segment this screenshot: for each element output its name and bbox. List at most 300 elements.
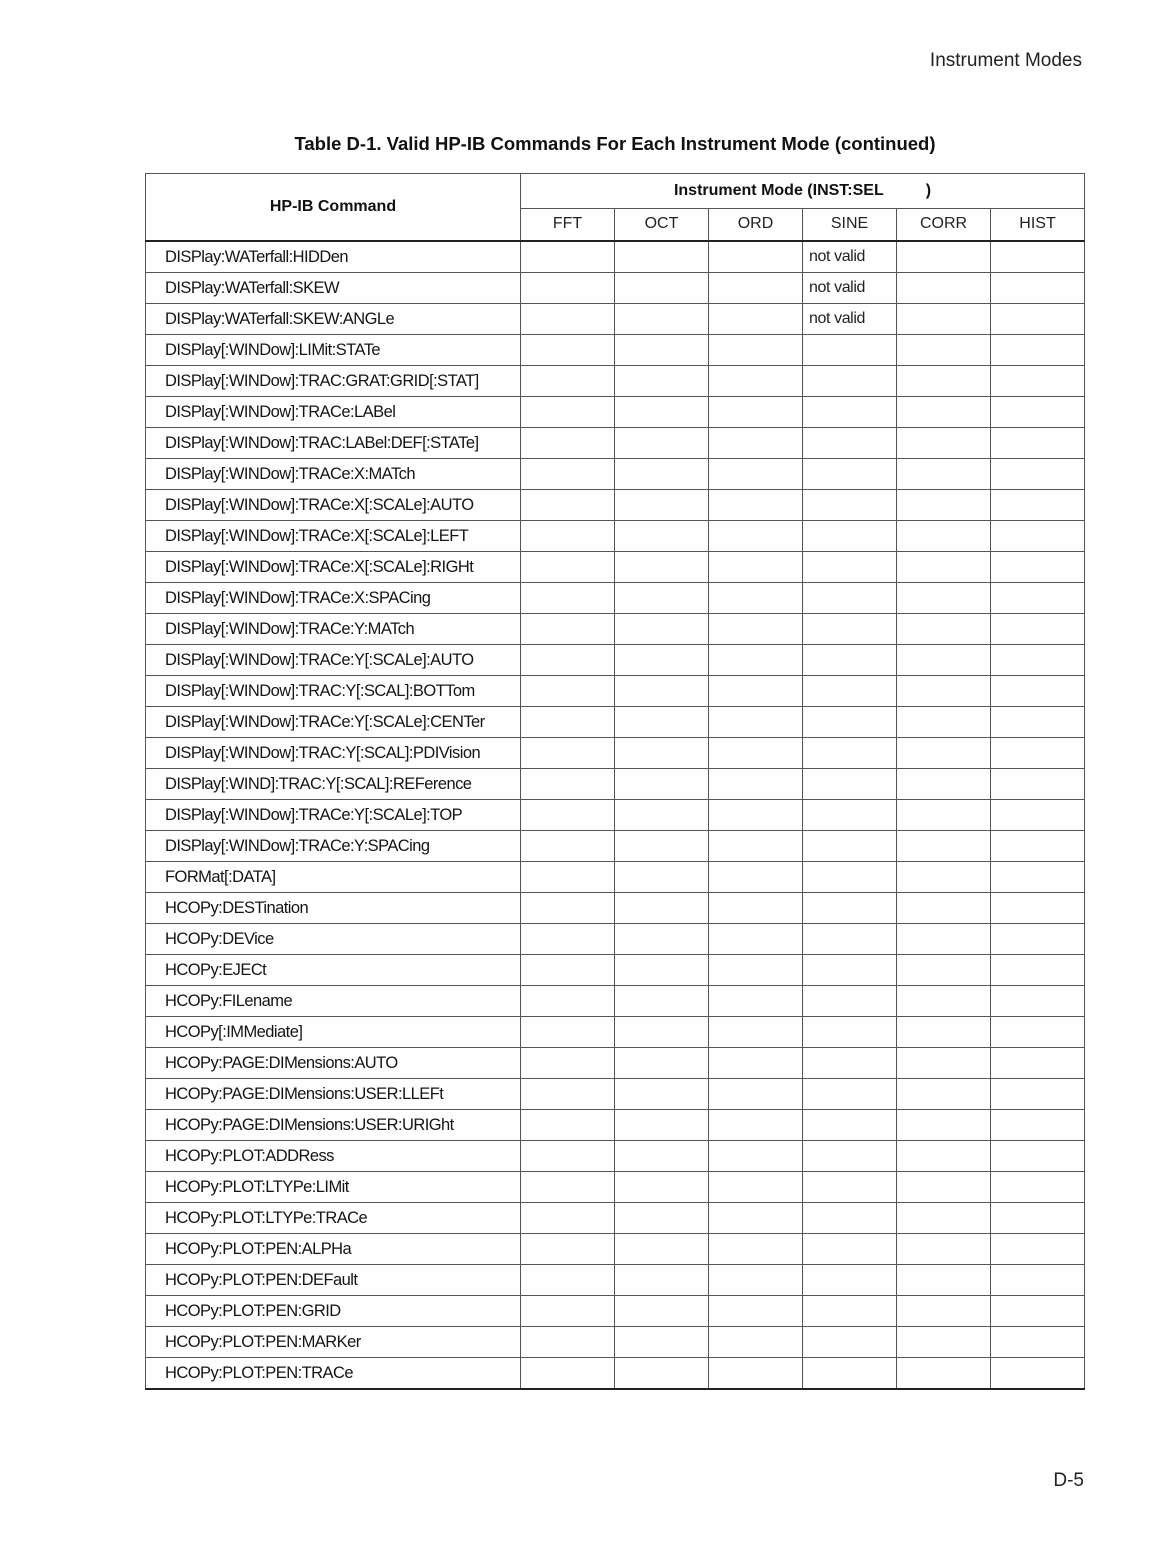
mode-cell-oct <box>615 1296 709 1327</box>
mode-cell-ord <box>709 1296 803 1327</box>
mode-cell-fft <box>521 645 615 676</box>
mode-cell-oct <box>615 1110 709 1141</box>
mode-cell-corr <box>897 1203 991 1234</box>
mode-cell-ord <box>709 1110 803 1141</box>
mode-cell-hist <box>991 304 1085 335</box>
mode-cell-fft <box>521 521 615 552</box>
mode-cell-oct <box>615 304 709 335</box>
mode-cell-ord <box>709 1265 803 1296</box>
command-cell: DISPlay[:WINDow]:TRAC:LABel:DEF[:STATe] <box>146 428 521 459</box>
mode-cell-ord <box>709 1234 803 1265</box>
mode-cell-corr <box>897 459 991 490</box>
table-row <box>146 1203 1085 1234</box>
mode-cell-sine <box>803 769 897 800</box>
mode-cell-ord <box>709 1203 803 1234</box>
table-row <box>146 521 1085 552</box>
mode-cell-fft <box>521 986 615 1017</box>
mode-cell-oct <box>615 552 709 583</box>
mode-header-hist: HIST <box>991 208 1085 241</box>
command-column-header <box>146 174 521 242</box>
command-cell: HCOPy:PLOT:ADDRess <box>146 1141 521 1172</box>
mode-cell-sine <box>803 1358 897 1390</box>
mode-cell-fft <box>521 955 615 986</box>
mode-cell-oct <box>615 1265 709 1296</box>
mode-cell-fft <box>521 769 615 800</box>
table-row <box>146 1017 1085 1048</box>
command-cell: HCOPy:PLOT:PEN:DEFault <box>146 1265 521 1296</box>
command-cell: HCOPy:FILename <box>146 986 521 1017</box>
mode-cell-sine <box>803 707 897 738</box>
mode-cell-hist <box>991 1234 1085 1265</box>
table-row <box>146 273 1085 304</box>
mode-cell-corr <box>897 1265 991 1296</box>
mode-cell-sine <box>803 645 897 676</box>
command-cell: DISPlay[:WINDow]:TRACe:X:MATch <box>146 459 521 490</box>
mode-cell-corr <box>897 924 991 955</box>
mode-group-header <box>521 174 1085 209</box>
command-cell: DISPlay[:WINDow]:LIMit:STATe <box>146 335 521 366</box>
mode-cell-corr <box>897 645 991 676</box>
mode-cell-ord <box>709 955 803 986</box>
command-cell: DISPlay[:WINDow]:TRACe:LABel <box>146 397 521 428</box>
mode-cell-hist <box>991 645 1085 676</box>
mode-cell-oct <box>615 1079 709 1110</box>
mode-cell-corr <box>897 397 991 428</box>
mode-cell-oct <box>615 1017 709 1048</box>
mode-cell-ord <box>709 800 803 831</box>
table-row <box>146 924 1085 955</box>
command-cell: DISPlay:WATerfall:HIDDen <box>146 241 521 273</box>
mode-header-fft: FFT <box>521 208 615 241</box>
mode-cell-ord <box>709 924 803 955</box>
mode-cell-corr <box>897 1141 991 1172</box>
table-row <box>146 1234 1085 1265</box>
mode-cell-oct <box>615 924 709 955</box>
mode-cell-ord <box>709 831 803 862</box>
mode-cell-fft <box>521 428 615 459</box>
mode-cell-fft <box>521 552 615 583</box>
table-row <box>146 1048 1085 1079</box>
mode-cell-ord <box>709 1358 803 1390</box>
table-row <box>146 397 1085 428</box>
mode-cell-oct <box>615 986 709 1017</box>
command-cell: DISPlay:WATerfall:SKEW <box>146 273 521 304</box>
table-body <box>146 241 1085 1389</box>
mode-cell-ord <box>709 769 803 800</box>
mode-cell-ord <box>709 552 803 583</box>
mode-cell-ord <box>709 490 803 521</box>
mode-cell-corr <box>897 831 991 862</box>
command-cell: DISPlay[:WINDow]:TRACe:Y[:SCALe]:CENTer <box>146 707 521 738</box>
mode-cell-ord <box>709 645 803 676</box>
mode-cell-sine <box>803 1203 897 1234</box>
mode-cell-sine <box>803 862 897 893</box>
mode-cell-oct <box>615 241 709 273</box>
mode-cell-oct <box>615 676 709 707</box>
table-row <box>146 459 1085 490</box>
command-cell: DISPlay[:WINDow]:TRACe:Y[:SCALe]:AUTO <box>146 645 521 676</box>
mode-cell-fft <box>521 738 615 769</box>
command-cell: DISPlay[:WINDow]:TRACe:X[:SCALe]:AUTO <box>146 490 521 521</box>
mode-cell-hist <box>991 986 1085 1017</box>
table-row <box>146 800 1085 831</box>
mode-cell-ord <box>709 1141 803 1172</box>
mode-cell-sine <box>803 335 897 366</box>
mode-cell-oct <box>615 862 709 893</box>
mode-cell-fft <box>521 304 615 335</box>
mode-cell-oct <box>615 1234 709 1265</box>
mode-cell-oct <box>615 366 709 397</box>
table-row <box>146 769 1085 800</box>
mode-cell-oct <box>615 335 709 366</box>
command-cell: DISPlay[:WINDow]:TRAC:Y[:SCAL]:PDIVision <box>146 738 521 769</box>
mode-cell-corr <box>897 583 991 614</box>
mode-cell-fft <box>521 366 615 397</box>
mode-cell-sine <box>803 521 897 552</box>
mode-cell-hist <box>991 490 1085 521</box>
mode-cell-fft <box>521 1234 615 1265</box>
mode-cell-ord <box>709 366 803 397</box>
mode-cell-ord <box>709 862 803 893</box>
mode-cell-ord <box>709 1172 803 1203</box>
table-row <box>146 335 1085 366</box>
mode-cell-corr <box>897 1172 991 1203</box>
mode-cell-hist <box>991 738 1085 769</box>
table-row <box>146 862 1085 893</box>
command-cell: DISPlay:WATerfall:SKEW:ANGLe <box>146 304 521 335</box>
table-row <box>146 304 1085 335</box>
mode-cell-sine <box>803 1079 897 1110</box>
mode-cell-oct <box>615 1358 709 1390</box>
mode-cell-sine <box>803 1048 897 1079</box>
command-cell: DISPlay[:WINDow]:TRACe:X:SPACing <box>146 583 521 614</box>
mode-cell-hist <box>991 1079 1085 1110</box>
mode-cell-hist <box>991 366 1085 397</box>
mode-cell-oct <box>615 645 709 676</box>
mode-cell-fft <box>521 831 615 862</box>
mode-cell-sine <box>803 1110 897 1141</box>
table-row <box>146 614 1085 645</box>
table-row <box>146 676 1085 707</box>
command-cell: HCOPy[:IMMediate] <box>146 1017 521 1048</box>
mode-cell-ord <box>709 986 803 1017</box>
mode-cell-oct <box>615 955 709 986</box>
mode-cell-ord <box>709 521 803 552</box>
table-row <box>146 1141 1085 1172</box>
mode-cell-corr <box>897 738 991 769</box>
mode-header-oct: OCT <box>615 208 709 241</box>
mode-cell-corr <box>897 800 991 831</box>
command-cell: FORMat[:DATA] <box>146 862 521 893</box>
mode-header-sine: SINE <box>803 208 897 241</box>
table-row <box>146 1358 1085 1390</box>
command-cell: HCOPy:EJECt <box>146 955 521 986</box>
mode-cell-corr <box>897 428 991 459</box>
mode-cell-corr <box>897 955 991 986</box>
mode-cell-corr <box>897 552 991 583</box>
table-row <box>146 1079 1085 1110</box>
mode-cell-oct <box>615 583 709 614</box>
mode-cell-oct <box>615 1203 709 1234</box>
mode-cell-sine <box>803 490 897 521</box>
mode-cell-hist <box>991 862 1085 893</box>
mode-group-header-label: Instrument Mode (INST:SEL <box>673 181 884 199</box>
mode-cell-fft <box>521 1017 615 1048</box>
mode-cell-fft <box>521 800 615 831</box>
mode-cell-oct <box>615 1048 709 1079</box>
command-cell: DISPlay[:WINDow]:TRACe:Y[:SCALe]:TOP <box>146 800 521 831</box>
table-row <box>146 428 1085 459</box>
mode-cell-corr <box>897 1048 991 1079</box>
mode-cell-fft <box>521 893 615 924</box>
command-cell: DISPlay[:WINDow]:TRACe:Y:SPACing <box>146 831 521 862</box>
mode-cell-hist <box>991 1017 1085 1048</box>
mode-cell-oct <box>615 428 709 459</box>
mode-cell-oct <box>615 397 709 428</box>
mode-cell-hist <box>991 1048 1085 1079</box>
mode-cell-fft <box>521 614 615 645</box>
mode-cell-ord <box>709 397 803 428</box>
mode-cell-sine <box>803 1141 897 1172</box>
mode-cell-corr <box>897 1358 991 1390</box>
mode-cell-corr <box>897 862 991 893</box>
mode-cell-hist <box>991 1265 1085 1296</box>
command-cell: HCOPy:DEVice <box>146 924 521 955</box>
mode-cell-hist <box>991 1141 1085 1172</box>
mode-cell-corr <box>897 521 991 552</box>
table-row <box>146 1265 1085 1296</box>
table-row <box>146 366 1085 397</box>
mode-cell-ord <box>709 1327 803 1358</box>
command-cell: DISPlay[:WINDow]:TRACe:Y:MATch <box>146 614 521 645</box>
table-row <box>146 707 1085 738</box>
table-row <box>146 583 1085 614</box>
mode-cell-ord <box>709 1048 803 1079</box>
mode-cell-hist <box>991 459 1085 490</box>
mode-cell-corr <box>897 1110 991 1141</box>
mode-cell-sine <box>803 1327 897 1358</box>
mode-cell-fft <box>521 241 615 273</box>
mode-cell-ord <box>709 428 803 459</box>
command-cell: HCOPy:PAGE:DIMensions:USER:URIGht <box>146 1110 521 1141</box>
mode-cell-oct <box>615 490 709 521</box>
mode-cell-ord <box>709 893 803 924</box>
mode-cell-ord <box>709 738 803 769</box>
mode-cell-hist <box>991 1203 1085 1234</box>
table-row <box>146 490 1085 521</box>
command-cell: DISPlay[:WINDow]:TRAC:Y[:SCAL]:BOTTom <box>146 676 521 707</box>
mode-cell-corr <box>897 1234 991 1265</box>
mode-cell-corr <box>897 707 991 738</box>
mode-cell-oct <box>615 521 709 552</box>
mode-cell-sine <box>803 676 897 707</box>
table-row <box>146 241 1085 273</box>
mode-cell-sine: not valid <box>803 273 897 304</box>
command-cell: HCOPy:PLOT:LTYPe:LIMit <box>146 1172 521 1203</box>
mode-cell-hist <box>991 800 1085 831</box>
command-cell: DISPlay[:WIND]:TRAC:Y[:SCAL]:REFerence <box>146 769 521 800</box>
mode-cell-ord <box>709 335 803 366</box>
mode-cell-oct <box>615 1141 709 1172</box>
mode-cell-sine <box>803 831 897 862</box>
mode-header-ord: ORD <box>709 208 803 241</box>
mode-cell-fft <box>521 1048 615 1079</box>
mode-cell-ord <box>709 676 803 707</box>
mode-cell-fft <box>521 1265 615 1296</box>
mode-cell-sine <box>803 583 897 614</box>
mode-cell-oct <box>615 273 709 304</box>
mode-cell-oct <box>615 1172 709 1203</box>
mode-cell-oct <box>615 738 709 769</box>
mode-cell-hist <box>991 676 1085 707</box>
mode-cell-oct <box>615 893 709 924</box>
mode-cell-hist <box>991 552 1085 583</box>
mode-cell-fft <box>521 1327 615 1358</box>
table-row <box>146 831 1085 862</box>
mode-cell-ord <box>709 241 803 273</box>
mode-cell-fft <box>521 583 615 614</box>
mode-cell-corr <box>897 676 991 707</box>
command-column-header-label: HP-IB Command <box>269 198 397 215</box>
mode-header-corr: CORR <box>897 208 991 241</box>
mode-cell-fft <box>521 1358 615 1390</box>
command-cell: HCOPy:PLOT:PEN:MARKer <box>146 1327 521 1358</box>
mode-cell-corr <box>897 241 991 273</box>
mode-cell-hist <box>991 397 1085 428</box>
mode-cell-fft <box>521 676 615 707</box>
mode-group-header-close: ) <box>925 181 932 199</box>
command-cell: HCOPy:PLOT:PEN:TRACe <box>146 1358 521 1390</box>
mode-cell-sine: not valid <box>803 304 897 335</box>
mode-cell-fft <box>521 490 615 521</box>
mode-cell-hist <box>991 428 1085 459</box>
commands-table <box>145 173 1085 1390</box>
mode-cell-fft <box>521 1079 615 1110</box>
mode-cell-corr <box>897 1017 991 1048</box>
mode-cell-corr <box>897 1296 991 1327</box>
mode-cell-corr <box>897 1327 991 1358</box>
mode-cell-fft <box>521 862 615 893</box>
mode-cell-sine <box>803 955 897 986</box>
page-number: D-5 <box>1053 1470 1084 1491</box>
mode-cell-sine: not valid <box>803 241 897 273</box>
mode-cell-hist <box>991 1172 1085 1203</box>
table-row <box>146 738 1085 769</box>
mode-cell-corr <box>897 335 991 366</box>
mode-cell-oct <box>615 459 709 490</box>
mode-cell-hist <box>991 241 1085 273</box>
command-cell: HCOPy:PAGE:DIMensions:USER:LLEFt <box>146 1079 521 1110</box>
mode-cell-hist <box>991 1358 1085 1390</box>
command-cell: DISPlay[:WINDow]:TRACe:X[:SCALe]:RIGHt <box>146 552 521 583</box>
table-row <box>146 645 1085 676</box>
mode-cell-hist <box>991 335 1085 366</box>
mode-cell-fft <box>521 1296 615 1327</box>
mode-cell-ord <box>709 1017 803 1048</box>
mode-cell-hist <box>991 1110 1085 1141</box>
table-row <box>146 1296 1085 1327</box>
command-cell: HCOPy:PLOT:PEN:ALPHa <box>146 1234 521 1265</box>
mode-cell-sine <box>803 366 897 397</box>
mode-cell-sine <box>803 924 897 955</box>
mode-cell-sine <box>803 1296 897 1327</box>
mode-cell-fft <box>521 335 615 366</box>
command-cell: HCOPy:PLOT:LTYPe:TRACe <box>146 1203 521 1234</box>
table-row <box>146 955 1085 986</box>
mode-cell-corr <box>897 1079 991 1110</box>
mode-cell-oct <box>615 614 709 645</box>
mode-cell-fft <box>521 707 615 738</box>
mode-cell-hist <box>991 1296 1085 1327</box>
mode-cell-hist <box>991 521 1085 552</box>
mode-cell-fft <box>521 397 615 428</box>
table-row <box>146 986 1085 1017</box>
mode-cell-ord <box>709 614 803 645</box>
mode-cell-corr <box>897 893 991 924</box>
mode-cell-oct <box>615 831 709 862</box>
mode-cell-hist <box>991 583 1085 614</box>
mode-cell-ord <box>709 459 803 490</box>
mode-cell-fft <box>521 924 615 955</box>
mode-cell-oct <box>615 800 709 831</box>
mode-cell-corr <box>897 614 991 645</box>
mode-cell-corr <box>897 490 991 521</box>
mode-cell-hist <box>991 273 1085 304</box>
table-title: Table D-1. Valid HP-IB Commands For Each Instrument Mode (continued) <box>294 133 936 154</box>
mode-cell-hist <box>991 955 1085 986</box>
mode-cell-oct <box>615 769 709 800</box>
mode-cell-sine <box>803 428 897 459</box>
mode-cell-sine <box>803 738 897 769</box>
mode-cell-hist <box>991 924 1085 955</box>
mode-cell-sine <box>803 1265 897 1296</box>
mode-cell-sine <box>803 986 897 1017</box>
command-cell: HCOPy:DESTination <box>146 893 521 924</box>
mode-cell-fft <box>521 1203 615 1234</box>
mode-cell-hist <box>991 707 1085 738</box>
mode-cell-fft <box>521 459 615 490</box>
mode-cell-sine <box>803 1234 897 1265</box>
mode-cell-oct <box>615 1327 709 1358</box>
table-row <box>146 1327 1085 1358</box>
mode-cell-hist <box>991 769 1085 800</box>
mode-cell-ord <box>709 1079 803 1110</box>
mode-cell-ord <box>709 273 803 304</box>
table-row <box>146 1172 1085 1203</box>
mode-cell-sine <box>803 459 897 490</box>
mode-cell-corr <box>897 304 991 335</box>
running-head: Instrument Modes <box>929 50 1082 71</box>
command-cell: DISPlay[:WINDow]:TRAC:GRAT:GRID[:STAT] <box>146 366 521 397</box>
command-cell: HCOPy:PLOT:PEN:GRID <box>146 1296 521 1327</box>
command-cell: DISPlay[:WINDow]:TRACe:X[:SCALe]:LEFT <box>146 521 521 552</box>
mode-cell-ord <box>709 583 803 614</box>
mode-cell-fft <box>521 1141 615 1172</box>
mode-cell-sine <box>803 1172 897 1203</box>
mode-cell-fft <box>521 273 615 304</box>
mode-cell-sine <box>803 800 897 831</box>
mode-cell-sine <box>803 552 897 583</box>
table-row <box>146 552 1085 583</box>
table-row <box>146 893 1085 924</box>
mode-cell-hist <box>991 1327 1085 1358</box>
mode-cell-sine <box>803 893 897 924</box>
command-cell: HCOPy:PAGE:DIMensions:AUTO <box>146 1048 521 1079</box>
mode-cell-corr <box>897 769 991 800</box>
mode-cell-fft <box>521 1172 615 1203</box>
mode-cell-oct <box>615 707 709 738</box>
mode-cell-ord <box>709 304 803 335</box>
